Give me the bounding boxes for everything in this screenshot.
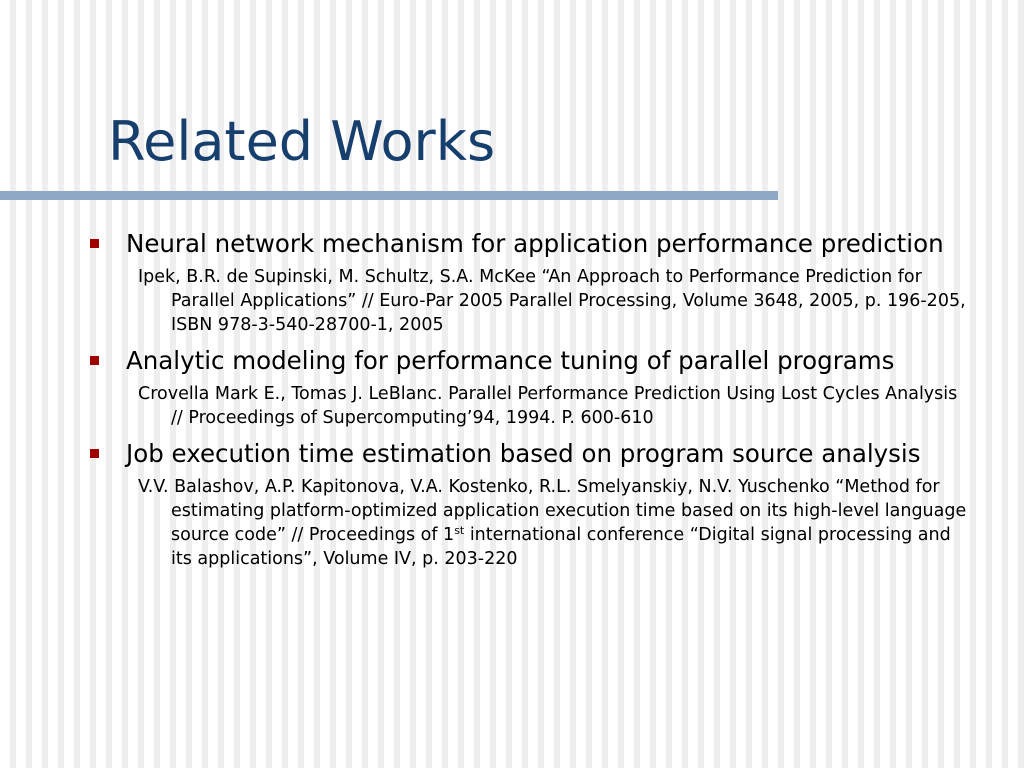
- reference-text: Ipek, B.R. de Supinski, M. Schultz, S.A. McKee “An Approach to Performance Prediction for Parallel Applications” // Euro-Par 2005 Parallel Processing, Volume 3648, 2005, p. 196-205, ISBN 978-3-540-28700-1, 2005: [138, 267, 966, 335]
- bullet-text: Job execution time estimation based on program source analysis: [126, 439, 921, 468]
- square-bullet-icon: [90, 356, 99, 365]
- bullet-item: [88, 344, 968, 378]
- square-bullet-icon: [90, 449, 99, 458]
- ordinal-superscript: st: [454, 524, 465, 537]
- slide-title: Related Works: [108, 110, 496, 173]
- reference-text-part: V.V. Balashov, A.P. Kapitonova, V.A. Kostenko, R.L. Smelyanskiy, N.V. Yuschenko “Method for estimating platform-optimized application execution time based on its high-level language source code” // Proceedings of 1: [138, 477, 967, 545]
- title-divider: [0, 191, 778, 200]
- square-bullet-icon: [90, 239, 99, 248]
- reference-text: Crovella Mark E., Tomas J. LeBlanc. Parallel Performance Prediction Using Lost Cycles Analysis // Proceedings of Supercomputing’94, 1994. P. 600-610: [138, 384, 958, 428]
- reference-text: [138, 475, 968, 571]
- bullet-text: Analytic modeling for performance tuning of parallel programs: [126, 346, 895, 375]
- reference-text-part: international conference “Digital signal processing and its applications”, Volume IV, p. 203-220: [171, 525, 951, 569]
- bullet-item: [88, 227, 968, 261]
- bullet-text: Neural network mechanism for application performance prediction: [126, 229, 944, 258]
- bullet-item: [88, 437, 968, 471]
- slide-content: [88, 227, 968, 571]
